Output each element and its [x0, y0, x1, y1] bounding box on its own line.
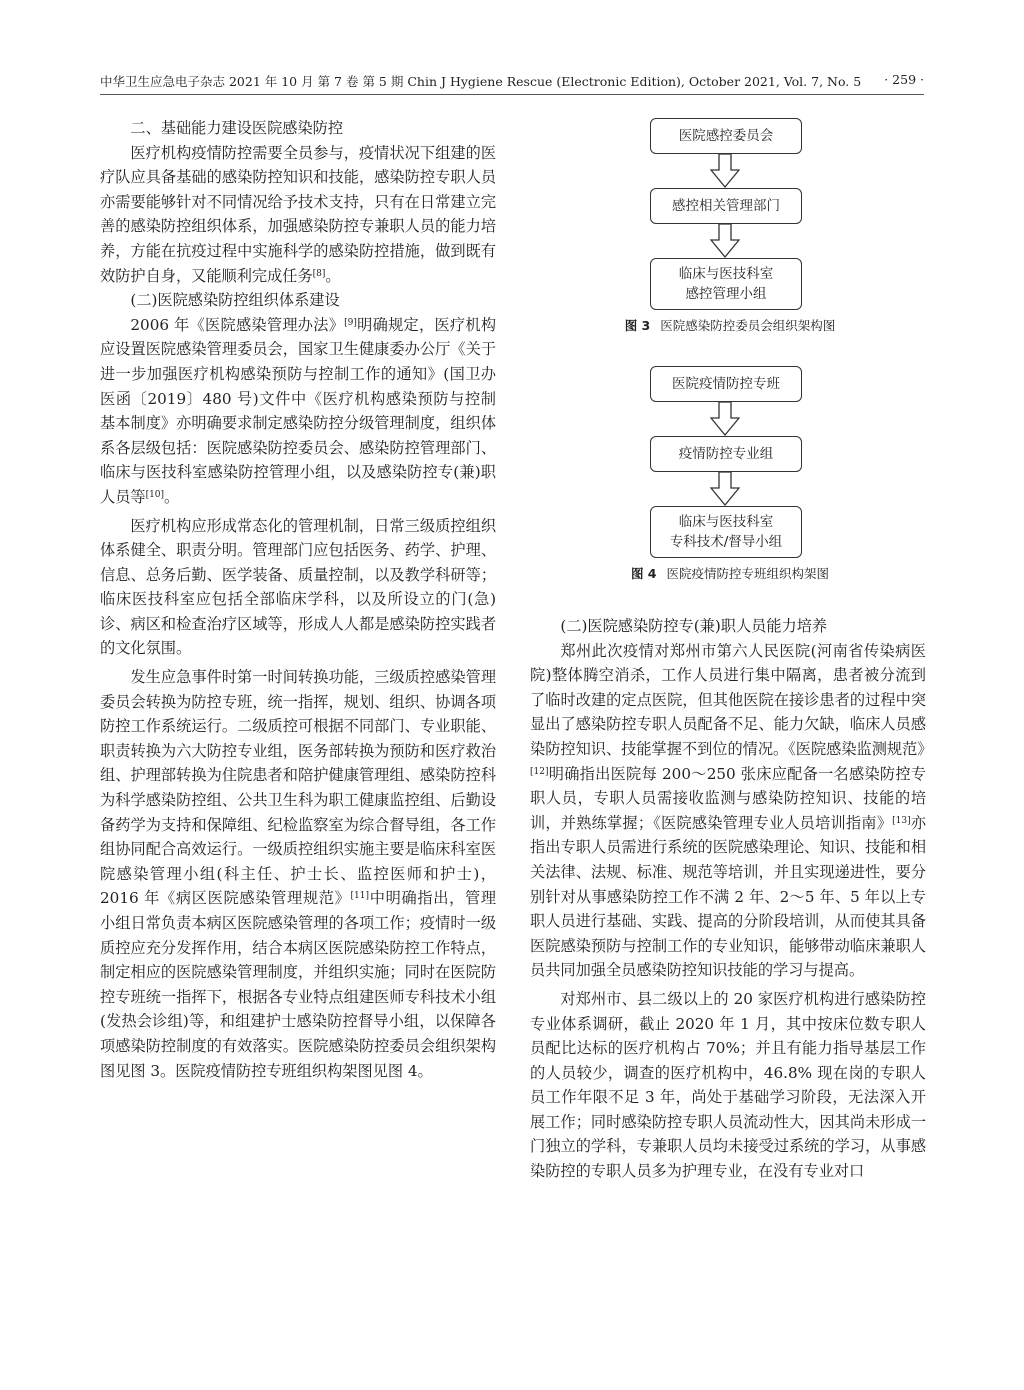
running-header — [100, 72, 924, 94]
p2a-text: 2006 年《医院感染管理办法》 — [130, 315, 345, 334]
fig3-arrow-2 — [710, 224, 740, 258]
p1-text: 医疗机构疫情防控需要全员参与，疫情状况下组建的医疗队应具备基础的感染防控知识和技能，感染防控专职人员亦需要能够针对不同情况给予技术支持，只有在日常建立完善的感染防控组织体系，加强感染防控专兼职人员的能力培养，方能在抗疫过程中实施科学的感染防控措施，做到既有效防护自身，又能顺利完成任务 — [100, 143, 496, 285]
p4a-text: 发生应急事件时第一时间转换功能，三级质控感染管理委员会转换为防控专班，统一指挥，规划、组织、协调各项防控工作系统运行。二级质控可根据不同部门、专业职能、职责转换为六大防控专业组，医务部转换为预防和医疗救治组、护理部转换为住院患者和陪护健康管理组、感染防控科为科学感染防控组、公共卫生科为职工健康监控组、后勤设备药学为支持和保障组、纪检监察室为综合督导组，各工作组协同配合高效运行。一级质控组织实施主要是临床科室医院感染管理小组(科主任、护士长、监控医师和护士)，2016 年《病区医院感染管理规范》 — [100, 668, 496, 908]
fig4-box3-line2: 专科技术/督导小组 — [669, 534, 783, 550]
fig3-box3-line1: 临床与医技科室 — [678, 266, 774, 282]
figure-3 — [600, 114, 860, 334]
p2b-text: 明确规定，医疗机构应设置医院感染管理委员会，国家卫生健康委办公厅《关于进一步加强医疗机构感染预防与控制工作的通知》(国卫办医函〔2019〕480 号)文件中《医疗机构感染预防与控制基本制度》亦明确要求制定感染防控分级管理制度，组织体系各层级包括：医院感染防控委员会、感染防控管理部门、临床与医技科室感染防控管理小组，以及感染防控专(兼)职人员等 — [100, 315, 497, 506]
p5b-text: 明确指出医院每 200～250 张床应配备一名感染防控专职人员，专职人员需接收监测与感染防控知识、技能的培训，并熟练掌握；《医院感染管理专业人员培训指南》 — [530, 764, 926, 832]
fig3-caption-text: 医院感染防控委员会组织架构图 — [660, 318, 836, 333]
fig3-box2-label: 感控相关管理部门 — [672, 198, 780, 214]
fig4-arrow-2 — [710, 472, 740, 506]
fig3-box-committee — [650, 118, 802, 154]
fig4-label: 图 4 — [630, 566, 657, 581]
paragraph-5 — [530, 639, 933, 983]
section-title: 二、基础能力建设医院感染防控 — [130, 119, 344, 137]
journal-header: 中华卫生应急电子杂志 2021 年 10 月 第 7 卷 第 5 期 Chin J Hygiene Rescue (Electronic Edition), October 2021, Vol. 7, No. 5 — [100, 74, 862, 89]
fig3-arrow-1 — [710, 154, 740, 188]
fig3-box-departments — [650, 188, 802, 224]
paragraph-2 — [100, 313, 496, 510]
subsection-title-2: (二)医院感染防控专(兼)职人员能力培养 — [560, 617, 828, 635]
p5a-text: 郑州此次疫情对郑州市第六人民医院(河南省传染病医院)整体腾空消杀，工作人员进行集中隔离，患者被分流到了临时改建的定点医院，但其他医院在接诊患者的过程中突显出了感染防控专职人员配备不足、能力欠缺，临床人员感染防控知识、技能掌握不到位的情况。《医院感染监测规范》 — [530, 641, 933, 758]
paragraph-1 — [100, 141, 496, 289]
ref-10: [10] — [145, 489, 165, 500]
paragraph-3: 医疗机构应形成常态化的管理机制，日常三级质控组织体系健全、职责分明。管理部门应包括医务、药学、护理、信息、总务后勤、医学装备、质量控制，以及教学科研等；临床医技科室应包括全部临床学科，以及所设立的门(急)诊、病区和检查治疗区域等，形成人人都是感染防控实践者的文化氛围。 — [100, 516, 496, 658]
p4b-text: 中明确指出，管理小组日常负责本病区医院感染管理的各项工作；疫情时一级质控应充分发挥作用，结合本病区医院感染防控工作特点，制定相应的医院感染管理制度，并组织实施；同时在医院防控专班统一指挥下，根据各专业特点组建医师专科技术小组(发热会诊组)等，和组建护士感染防控督导小组，以保障各项感染防控制度的有效落实。医院感染防控委员会组织架构图见图 3。医院疫情防控专班组织构架图见图 4。 — [100, 889, 497, 1080]
right-column — [530, 614, 933, 1184]
left-column — [100, 116, 496, 1083]
fig3-box3-line2: 感控管理小组 — [685, 286, 767, 302]
fig4-box-clinical — [650, 506, 802, 558]
fig4-arrow-1 — [710, 402, 740, 436]
fig4-caption-text: 医院疫情防控专班组织构架图 — [666, 566, 830, 581]
subsection-title-1: (二)医院感染防控组织体系建设 — [130, 291, 340, 310]
paragraph-4 — [100, 665, 496, 1083]
ref-8: [8] — [312, 268, 326, 279]
fig3-box1-label: 医院感控委员会 — [678, 128, 774, 144]
fig3-caption — [600, 316, 860, 334]
ref-11: [11] — [350, 891, 370, 902]
page-number: · 259 · — [884, 72, 924, 87]
paragraph-6: 对郑州市、县二级以上的 20 家医疗机构进行感染防控专业体系调研，截止 2020 年 1 月，其中按床位数专职人员配比达标的医疗机构占 70%；并且有能力指导基层工作的人员较少，调查的医疗机构中，46.8% 现在岗的专职人员工作年限不足 3 年，尚处于基础学习阶段，无法深入开展工作；同时感染防控专职人员流动性大，因其尚未形成一门独立的学科，专兼职人员均未接受过系统的学习，从事感染防控的专职人员多为护理专业，在没有专业对口 — [530, 989, 926, 1181]
fig4-box1-label: 医院疫情防控专班 — [672, 376, 780, 392]
p5c-text: 亦指出专职人员需进行系统的医院感染理论、知识、技能和相关法律、法规、标准、规范等培训，并且实现递进性，要分别针对从事感染防控工作不满 2 年、2～5 年、5 年以上专职人员进行基础、实践、提高的分阶段培训，从而使其具备医院感染预防与控制工作的专业知识，能够带动临床兼职人员共同加强全员感染防控知识技能的学习与提高。 — [530, 813, 926, 980]
fig3-box-clinical — [650, 258, 802, 310]
fig4-box-task-force — [650, 366, 802, 402]
ref-12: [12] — [530, 766, 549, 777]
ref-9: [9] — [344, 317, 357, 328]
fig4-caption — [600, 564, 860, 582]
fig4-box2-label: 疫情防控专业组 — [678, 446, 774, 462]
figure-4 — [600, 362, 860, 586]
fig3-label: 图 3 — [624, 318, 651, 333]
fig4-box-specialty-groups — [650, 436, 802, 472]
p2-end: 。 — [164, 487, 180, 506]
ref-13: [13] — [892, 815, 911, 826]
header-rule — [100, 94, 924, 95]
fig4-box3-line1: 临床与医技科室 — [678, 514, 774, 530]
p1-end: 。 — [325, 266, 341, 285]
